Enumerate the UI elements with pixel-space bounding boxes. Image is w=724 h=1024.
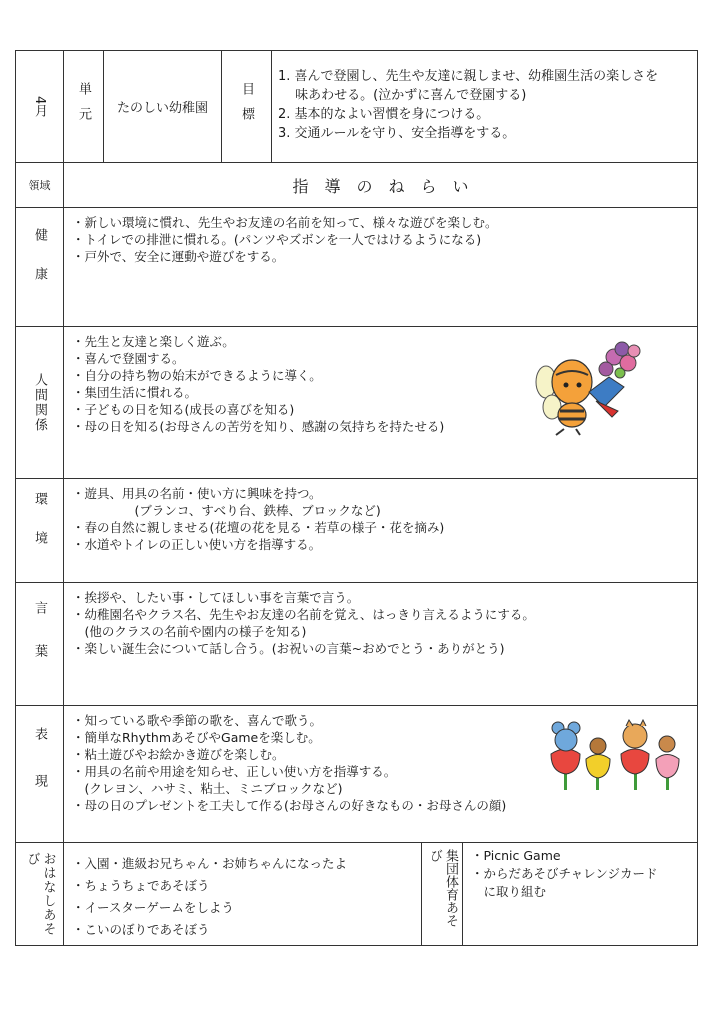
area-label-text: 人間関係 bbox=[32, 372, 47, 433]
list-item: ・新しい環境に慣れ、先生やお友達の名前を知って、様々な遊びを楽しむ。 bbox=[72, 215, 498, 230]
list-item: ・Picnic Game bbox=[471, 848, 561, 863]
area-row-language bbox=[16, 583, 697, 706]
list-item: ・幼稚園名やクラス名、先生やお友達の名前を覚え、はっきり言えるようにする。 bbox=[72, 607, 535, 622]
list-item: ・自分の持ち物の始末ができるように導く。 bbox=[72, 368, 322, 383]
month-cell bbox=[16, 51, 64, 162]
area-body-health bbox=[72, 214, 691, 265]
list-item: ・粘土遊びやお絵かき遊びを楽しむ。 bbox=[72, 747, 285, 762]
unit-label-cell bbox=[64, 51, 104, 162]
area-label-text: 健康 bbox=[32, 228, 47, 306]
list-item: ・喜んで登園する。 bbox=[72, 351, 185, 366]
bee-with-bouquet-illustration bbox=[534, 337, 654, 437]
goals-cell bbox=[278, 67, 693, 143]
area-label-expression bbox=[16, 706, 64, 842]
unit-value-cell bbox=[104, 51, 222, 162]
list-item: ・戸外で、安全に運動や遊びをする。 bbox=[72, 249, 285, 264]
list-item: ・母の日を知る(お母さんの苦労を知り、感謝の気持ちを持たせる) bbox=[72, 419, 445, 434]
plan-sheet bbox=[15, 50, 698, 946]
aim-title: 指 導 の ね ら い bbox=[292, 176, 469, 196]
area-body-language bbox=[72, 589, 691, 657]
unit-value: たのしい幼稚園 bbox=[116, 101, 208, 116]
list-item: に取り組む bbox=[471, 884, 547, 899]
area-label-environment bbox=[16, 479, 64, 582]
list-item: ・春の自然に親しませる(花壇の花を見る・若草の様子・花を摘み) bbox=[72, 520, 445, 535]
list-item: (他のクラスの名前や園内の様子を知る) bbox=[72, 624, 307, 639]
goal-label-cell bbox=[222, 51, 272, 162]
list-item: ・母の日のプレゼントを工夫して作る(お母さんの好きなもの・お母さんの顔) bbox=[72, 798, 507, 813]
area-label-text: 環境 bbox=[32, 491, 47, 570]
story-label: おはなしあそび bbox=[24, 852, 56, 936]
unit-label: 単元 bbox=[76, 81, 91, 132]
animals-on-tulips-illustration bbox=[546, 714, 691, 794]
group-label-cell bbox=[421, 843, 463, 945]
area-row-environment bbox=[16, 479, 697, 583]
area-label-health bbox=[16, 208, 64, 326]
footer-row bbox=[16, 843, 697, 945]
area-row-relations bbox=[16, 327, 697, 479]
goal-line: 味あわせる。(泣かずに喜んで登園する) bbox=[278, 88, 527, 103]
area-label-language bbox=[16, 583, 64, 705]
area-body-environment bbox=[72, 485, 691, 553]
group-label: 集団体育あそび bbox=[427, 849, 458, 927]
list-item: ・知っている歌や季節の歌を、喜んで歌う。 bbox=[72, 713, 323, 728]
header-row bbox=[16, 51, 697, 163]
goal-line: 3. 交通ルールを守り、安全指導をする。 bbox=[278, 126, 516, 141]
list-item: ・水道やトイレの正しい使い方を指導する。 bbox=[72, 537, 322, 552]
list-item: (クレヨン、ハサミ、粘土、ミニブロックなど) bbox=[72, 781, 343, 796]
list-item: ・挨拶や、したい事・してほしい事を言葉で言う。 bbox=[72, 590, 360, 605]
subheader-row bbox=[16, 163, 697, 208]
month: 4月 bbox=[32, 95, 47, 118]
list-item: (ブランコ、すべり台、鉄棒、ブロックなど) bbox=[72, 503, 381, 518]
list-item: ・集団生活に慣れる。 bbox=[72, 385, 198, 400]
area-row-expression bbox=[16, 706, 697, 843]
goal-line: 1. 喜んで登園し、先生や友達に親しませ、幼稚園生活の楽しさを bbox=[278, 69, 659, 84]
domain-label-cell bbox=[16, 163, 64, 207]
group-body bbox=[471, 847, 658, 901]
list-item: ・こいのぼりであそぼう bbox=[72, 922, 210, 937]
list-item: ・入園・進級お兄ちゃん・お姉ちゃんになったよ bbox=[72, 856, 348, 871]
list-item: ・楽しい誕生会について話し合う。(お祝いの言葉~おめでとう・ありがとう) bbox=[72, 641, 505, 656]
area-label-relations bbox=[16, 327, 64, 478]
story-label-cell bbox=[16, 843, 64, 945]
list-item: ・イースターゲームをしよう bbox=[72, 900, 234, 915]
aim-title-cell bbox=[64, 163, 697, 207]
list-item: ・用具の名前や用途を知らせ、正しい使い方を指導する。 bbox=[72, 764, 397, 779]
list-item: ・子どもの日を知る(成長の喜びを知る) bbox=[72, 402, 295, 417]
list-item: ・遊具、用具の名前・使い方に興味を持つ。 bbox=[72, 486, 322, 501]
goal-line: 2. 基本的なよい習慣を身につける。 bbox=[278, 107, 490, 122]
list-item: ・からだあそびチャレンジカード bbox=[471, 866, 658, 881]
list-item: ・簡単なRhythmあそびやGameを楽しむ。 bbox=[72, 730, 321, 745]
area-row-health bbox=[16, 208, 697, 327]
area-label-text: 表現 bbox=[32, 727, 47, 821]
area-label-text: 言葉 bbox=[32, 601, 47, 687]
list-item: ・先生と友達と楽しく遊ぶ。 bbox=[72, 334, 235, 349]
goal-label: 目標 bbox=[239, 81, 254, 132]
story-body bbox=[72, 853, 347, 941]
list-item: ・トイレでの排泄に慣れる。(パンツやズボンを一人ではけるようになる) bbox=[72, 232, 482, 247]
domain-label: 領域 bbox=[28, 179, 51, 192]
list-item: ・ちょうちょであそぼう bbox=[72, 878, 210, 893]
